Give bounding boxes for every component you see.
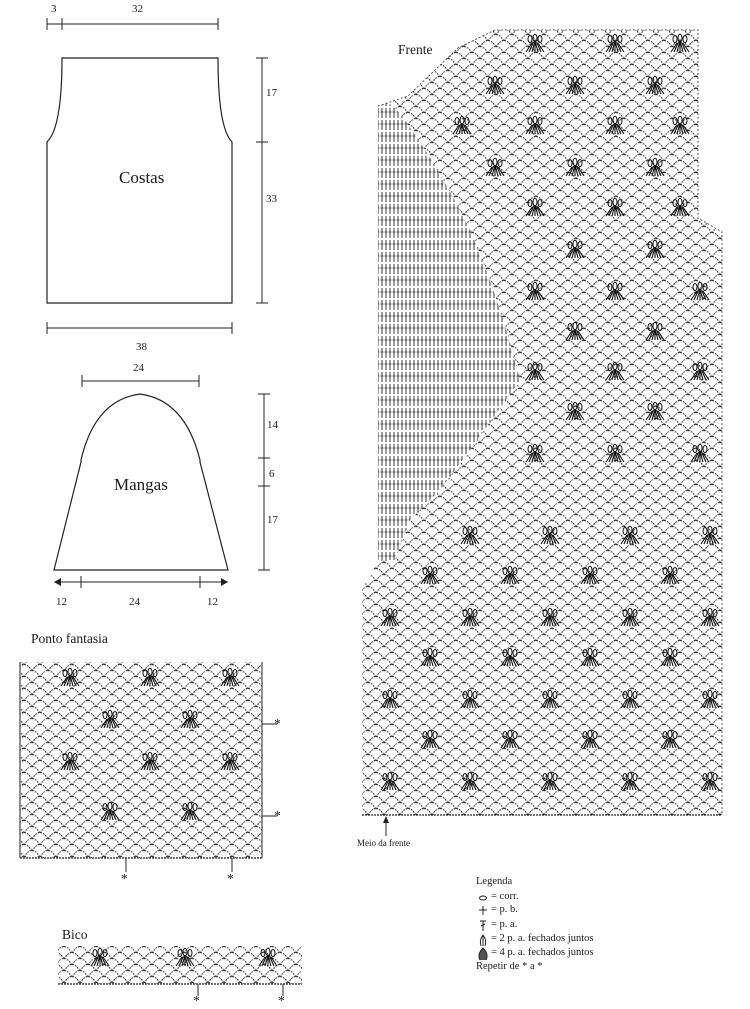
mangas-dim-bottom-right: 12 <box>207 596 218 608</box>
meio-da-frente-label: Meio da frente <box>357 838 410 848</box>
legend-item-chain: = corr. <box>491 891 519 902</box>
chain-oval-icon <box>480 896 487 900</box>
mangas-dim-right-top: 14 <box>267 419 278 431</box>
legend-item-double-crochet: = p. a. <box>491 919 518 930</box>
costas-dim-right-upper: 17 <box>266 87 277 99</box>
legend-repeat-note: Repetir de * a * <box>476 961 543 972</box>
mangas-label: Mangas <box>114 475 168 494</box>
mangas-dim-right-bottom: 17 <box>267 514 278 526</box>
legend-symbols <box>479 896 487 960</box>
ponto-fantasia-chart <box>20 662 277 872</box>
costas-label: Costas <box>119 168 165 187</box>
costas-dim-top: 32 <box>132 3 143 15</box>
repeat-mark-bottom-2: * <box>227 871 234 886</box>
cross-icon <box>479 906 487 915</box>
legend-item-four-dc-cluster: = 4 p. a. fechados juntos <box>491 947 594 958</box>
bico-repeat-mark-1: * <box>193 993 200 1008</box>
frente-title: Frente <box>398 42 433 57</box>
repeat-mark-right-1: * <box>274 716 281 731</box>
bico-title: Bico <box>62 927 88 942</box>
legend-item-two-dc-cluster: = 2 p. a. fechados juntos <box>491 933 594 944</box>
two-dc-cluster-icon <box>480 935 485 946</box>
mangas-dim-bottom-left: 12 <box>56 596 67 608</box>
bico-repeat-mark-2: * <box>278 993 285 1008</box>
costas-dim-top-left: 3 <box>51 3 57 15</box>
legend-item-single-crochet: = p. b. <box>491 904 518 915</box>
mangas-dim-top: 24 <box>133 362 144 374</box>
repeat-mark-bottom-1: * <box>121 871 128 886</box>
bico-chart <box>58 946 302 996</box>
mangas-dim-bottom-mid: 24 <box>129 596 140 608</box>
ponto-fantasia-title: Ponto fantasia <box>31 631 108 646</box>
double-crochet-icon <box>480 921 486 931</box>
mangas-dim-right-mid: 6 <box>269 468 275 480</box>
costas-dim-bottom: 38 <box>136 341 147 353</box>
repeat-mark-right-2: * <box>274 808 281 823</box>
four-dc-cluster-icon <box>479 948 487 960</box>
legend-title: Legenda <box>476 876 513 887</box>
costas-dim-right-lower: 33 <box>266 193 277 205</box>
frente-chart <box>360 28 725 836</box>
